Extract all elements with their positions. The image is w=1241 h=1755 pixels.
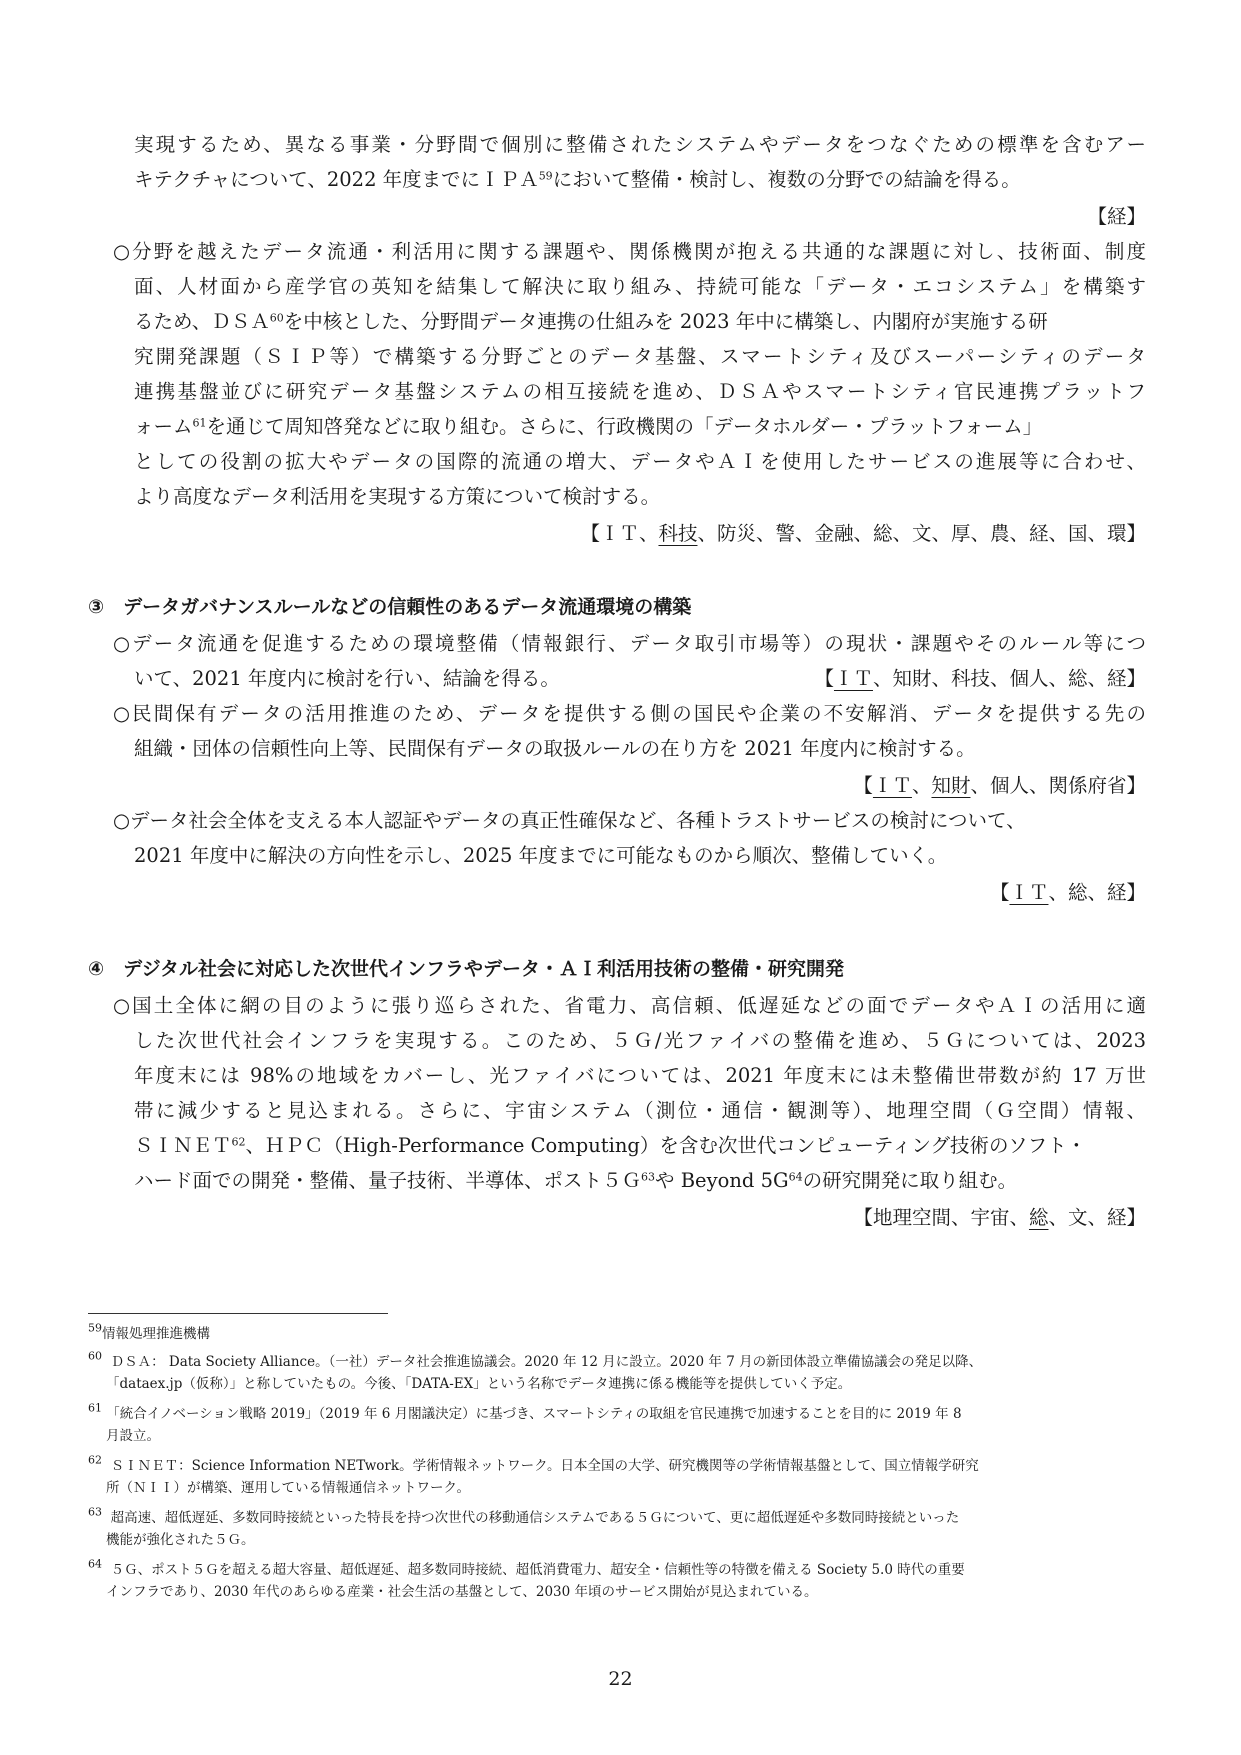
paragraph-line: 2021 年度中に解決の方向性を示し、2025 年度までに可能なものから順次、整備していく。	[134, 844, 948, 867]
paragraph-line: キテクチャについて、2022 年度までにＩＰＡ$^{59}$において整備・検討し、複数の分野での結論を得る。	[134, 168, 1021, 191]
paragraph-line: 究開発課題（ＳＩＰ等）で構築する分野ごとのデータ基盤、スマートシティ及びスーパーシティのデータ	[134, 345, 1146, 368]
paragraph-line: としての役割の拡大やデータの国際的流通の増大、データやＡＩを使用したサービスの進展等に合わせ、	[134, 450, 1146, 473]
paragraph-line: ○分野を越えたデータ流通・利活用に関する課題や、関係機関が抱える共通的な課題に対し、技術面、制度	[113, 240, 1146, 263]
footnote-64-cont: インフラであり、2030 年代のあらゆる産業・社会生活の基盤として、2030 年頃のサービス開始が見込まれている。	[106, 1584, 818, 1600]
lead-ministry: ＩＴ	[872, 774, 912, 797]
paragraph-line: ハード面での開発・整備、量子技術、半導体、ポスト５Ｇ$^{63}$や Beyond $5G^{64}$の研究開発に取り組む。	[134, 1169, 1018, 1192]
footnote-ref: 59	[538, 169, 553, 183]
ministry-tag: 【地理空間、宇宙、総、文、経】	[853, 1206, 1146, 1229]
footnote-62-cont: 所（ＮＩＩ）が構築、運用している情報通信ネットワーク。	[106, 1480, 470, 1496]
paragraph-line: した次世代社会インフラを実現する。このため、５Ｇ/光ファイバの整備を進め、５Ｇについては、2023	[134, 1029, 1146, 1052]
paragraph-line: いて、2021 年度内に検討を行い、結論を得る。	[134, 667, 560, 690]
paragraph-line: 実現するため、異なる事業・分野間で個別に整備されたシステムやデータをつなぐための標準を含むアー	[134, 133, 1146, 156]
page-number: 22	[608, 1668, 633, 1690]
footnote-ref: 61	[192, 416, 207, 430]
lead-ministry: ＩＴ	[1009, 881, 1049, 904]
paragraph-line: ォーム$^{61}$を通じて周知啓発などに取り組む。さらに、行政機関の「データホルダー・プラットフォーム」	[134, 415, 1043, 438]
footnote-61-cont: 月設立。	[106, 1428, 160, 1444]
paragraph-line: ○国土全体に網の目のように張り巡らされた、省電力、高信頼、低遅延などの面でデータやＡＩの活用に適	[113, 994, 1146, 1017]
section-heading: ③ データガバナンスルールなどの信頼性のあるデータ流通環境の構築	[88, 596, 692, 618]
paragraph-line: ○民間保有データの活用推進のため、データを提供する側の国民や企業の不安解消、データを提供する先の	[113, 702, 1146, 725]
footnote-separator	[88, 1313, 388, 1314]
paragraph-line: 面、人材面から産学官の英知を結集して解決に取り組み、持続可能な「データ・エコシステム」を構築す	[134, 275, 1146, 298]
paragraph-line: 年度末には 98%の地域をカバーし、光ファイバについては、2021 年度末には未整備世帯数が約 17 万世	[134, 1064, 1146, 1087]
paragraph-line: ○データ流通を促進するための環境整備（情報銀行、データ取引市場等）の現状・課題やそのルール等につ	[113, 632, 1146, 655]
section-heading: ④ デジタル社会に対応した次世代インフラやデータ・ＡＩ利活用技術の整備・研究開発	[88, 958, 844, 980]
ministry-tag: 【経】	[1087, 205, 1146, 228]
ministry-tag: 【ＩＴ、知財、科技、個人、総、経】	[814, 667, 1146, 690]
lead-ministry: 総	[1028, 1206, 1049, 1229]
footnote-ref: 64	[788, 1170, 803, 1184]
lead-ministry: ＩＴ	[833, 667, 873, 690]
footnote-ref: 63	[641, 1170, 656, 1184]
footnote-60-cont: 「dataex.jp（仮称）」と称していたもの。今後、「DATA-EX」という名称でデータ連携に係る機能等を提供していく予定。	[106, 1376, 852, 1392]
ministry-tag: 【ＩＴ、総、経】	[989, 881, 1146, 904]
footnote-64: $^{64}$ ５Ｇ、ポスト５Ｇを超える超大容量、超低遅延、超多数同時接続、超低消費電力、超安全・信頼性等の特徴を備える Society 5.0 時代の重要	[88, 1557, 965, 1578]
paragraph-line: ○データ社会全体を支える本人認証やデータの真正性確保など、各種トラストサービスの検討について、	[113, 809, 1026, 832]
ministry-tag: 【ＩＴ、知財、個人、関係府省】	[853, 774, 1146, 797]
lead-ministry: 科技	[658, 522, 698, 545]
paragraph-line: 連携基盤並びに研究データ基盤システムの相互接続を進め、ＤＳＡやスマートシティ官民連携プラットフ	[134, 380, 1146, 403]
paragraph-line: 組織・団体の信頼性向上等、民間保有データの取扱ルールの在り方を 2021 年度内に検討する。	[134, 737, 976, 760]
ministry-tag: 【ＩＴ、科技、防災、警、金融、総、文、厚、農、経、国、環】	[580, 522, 1146, 545]
footnote-63: $^{63}$ 超高速、超低遅延、多数同時接続といった特長を持つ次世代の移動通信システムである５Ｇについて、更に超低遅延や多数同時接続といった	[88, 1505, 960, 1526]
paragraph-line: るため、ＤＳＡ$^{60}$を中核とした、分野間データ連携の仕組みを 2023 年中に構築し、内閣府が実施する研	[134, 310, 1048, 333]
footnote-61: $^{61}$ 「統合イノベーション戦略 2019」（2019 年 6 月閣議決定）に基づき、スマートシティの取組を官民連携で加速することを目的に 2019 年 8	[88, 1401, 962, 1422]
paragraph-line: ＳＩＮＥＴ$^{62}$、ＨＰＣ（High-Performance Computing）を含む次世代コンピューティング技術のソフト・	[134, 1134, 1087, 1157]
footnote-59: $^{59}$情報処理推進機構	[88, 1321, 210, 1342]
footnote-ref: 60	[269, 311, 284, 325]
lead-ministry: 知財	[931, 774, 971, 797]
footnote-63-cont: 機能が強化された５Ｇ。	[106, 1532, 255, 1548]
paragraph-line: より高度なデータ利活用を実現する方策について検討する。	[134, 485, 661, 508]
footnote-62: $^{62}$ ＳＩＮＥＴ：Science Information NETwork。学術情報ネットワーク。日本全国の大学、研究機関等の学術情報基盤として、国立情報学研究	[88, 1453, 979, 1474]
paragraph-line: 帯に減少すると見込まれる。さらに、宇宙システム（測位・通信・観測等）、地理空間（Ｇ空間）情報、	[134, 1099, 1146, 1122]
footnote-ref: 62	[231, 1135, 246, 1149]
footnote-60: $^{60}$ ＤＳＡ： Data Society Alliance。（一社）データ社会推進協議会。2020 年 12 月に設立。2020 年 7 月の新団体設立準備協議会の発足以降、	[88, 1349, 983, 1370]
